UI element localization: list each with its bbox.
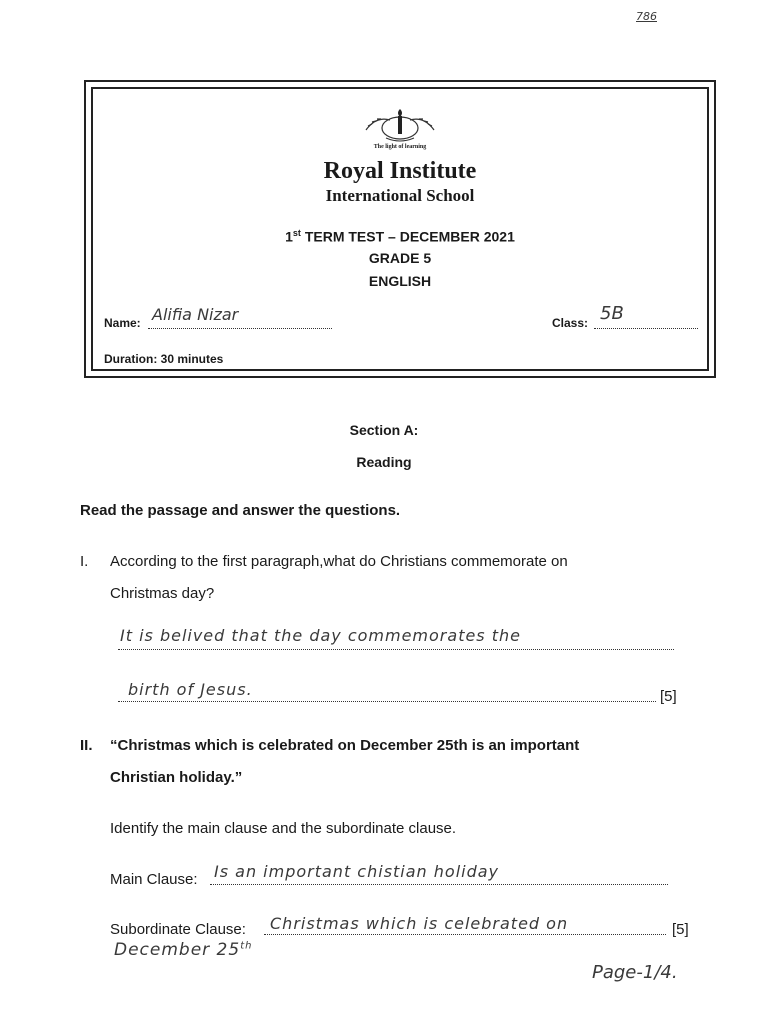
q2-marks: [5] [672, 921, 689, 938]
school-logo [86, 108, 714, 149]
torch-wreath-icon [362, 108, 438, 144]
school-name: Royal Institute [323, 158, 477, 184]
q1-text-line2: Christmas day? [110, 585, 215, 602]
q1-answer-rule1 [118, 649, 674, 650]
subject-label: ENGLISH [368, 273, 432, 289]
name-field-line [148, 328, 332, 329]
main-clause-rule [210, 884, 668, 885]
instruction: Read the passage and answer the questions. [80, 502, 401, 519]
sub-answer-sup: th [240, 940, 253, 952]
q2-instruction: Identify the main clause and the subordinate clause. [110, 820, 457, 837]
q1-number: I. [80, 553, 89, 570]
q2-quote-line2: Christian holiday.” [110, 769, 243, 786]
q1-answer-line2: birth of Jesus. [128, 680, 253, 699]
exam-title [86, 228, 714, 245]
q2-number: II. [80, 737, 93, 754]
q1-text-line1: According to the first paragraph,what do Christians commemorate on [110, 553, 568, 570]
q2-quote-line1: “Christmas which is celebrated on December 25th is an important [110, 737, 580, 754]
main-clause-answer: Is an important chistian holiday [214, 862, 500, 881]
subordinate-clause-continued [114, 940, 252, 960]
class-label: Class: [552, 316, 589, 330]
name-label: Name: [104, 316, 141, 330]
grade-label: GRADE 5 [368, 250, 432, 266]
class-value: 5B [600, 303, 624, 324]
q1-marks: [5] [660, 688, 677, 705]
school-motto: The light of learning [373, 144, 427, 150]
main-clause-label: Main Clause: [110, 871, 198, 888]
q1-answer-line1: It is belived that the day commemorates the [120, 626, 521, 645]
term-title: TERM TEST – DECEMBER 2021 [300, 228, 515, 245]
section-subtitle: Reading [356, 454, 412, 470]
section-title: Section A: [349, 422, 419, 438]
school-subtitle: International School [325, 186, 475, 205]
duration-label: Duration: 30 minutes [104, 352, 224, 366]
page-footer: Page-1/4. [592, 962, 678, 983]
q1-answer-rule2 [118, 701, 656, 702]
sub-answer-cont: December 25 [114, 940, 241, 960]
subordinate-clause-label: Subordinate Clause: [110, 921, 246, 938]
name-value: Alifia Nizar [152, 305, 239, 324]
subordinate-clause-answer: Christmas which is celebrated on [270, 914, 569, 933]
term-number: 1 [285, 228, 293, 245]
term-suffix: st [292, 228, 301, 238]
page-stamp: 786 [636, 10, 657, 23]
header-box [84, 80, 716, 378]
subordinate-clause-rule [264, 934, 666, 935]
class-field-line [594, 328, 698, 329]
